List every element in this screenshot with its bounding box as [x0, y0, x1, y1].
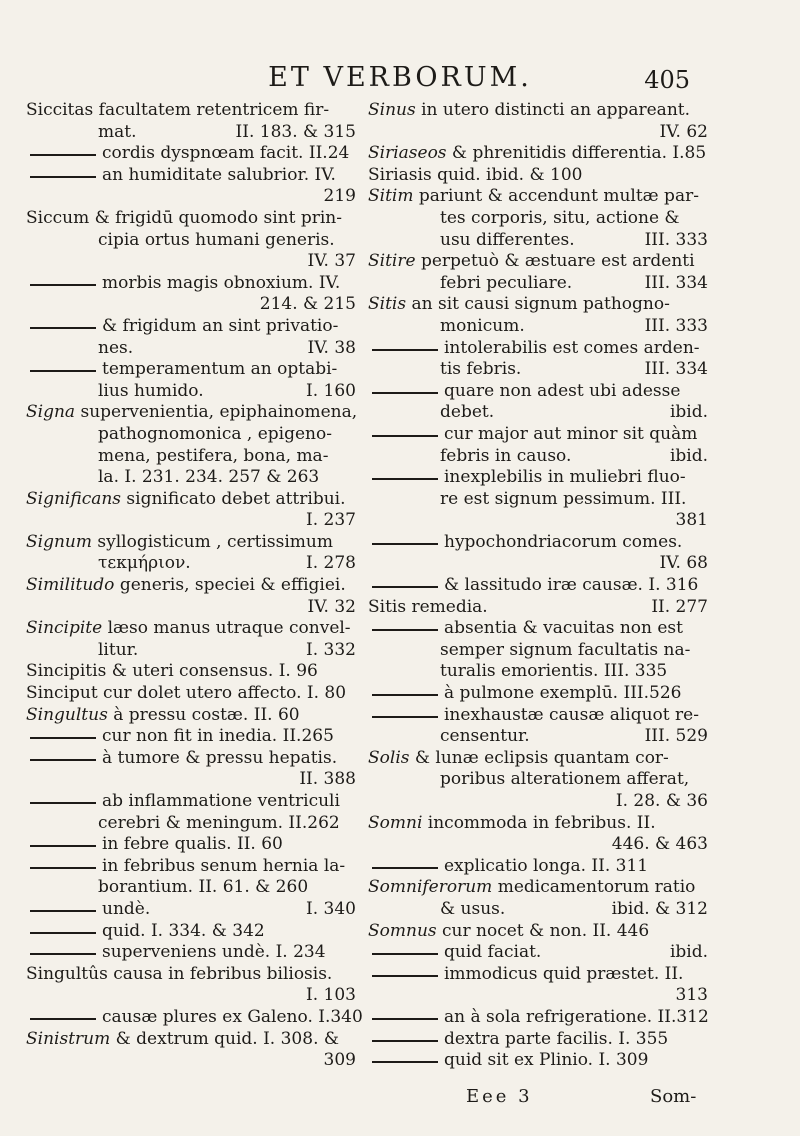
index-continuation	[368, 273, 708, 295]
index-continuation	[368, 985, 708, 1007]
ditto-rule	[30, 737, 96, 739]
index-entry	[26, 661, 356, 683]
entry-text: Sincipitis & uteri consensus. I. 96	[26, 661, 318, 682]
ditto-rule	[30, 1018, 96, 1020]
entry-text: intolerabilis est comes arden-	[444, 337, 700, 358]
index-continuation	[26, 381, 356, 403]
page-reference: 214. & 215	[259, 294, 356, 315]
page-reference: 309	[323, 1050, 356, 1071]
entry-text: τεκμήριον.	[98, 553, 191, 574]
index-continuation	[26, 769, 356, 791]
index-continuation	[26, 553, 356, 575]
ditto-rule	[372, 586, 438, 588]
page-reference: I. 278	[306, 553, 356, 574]
entry-text: cerebri & meningum. II.262	[98, 812, 340, 833]
index-entry	[368, 877, 708, 899]
page-reference: I. 332	[306, 639, 356, 660]
index-entry	[368, 597, 708, 619]
index-continuation	[26, 1050, 356, 1072]
entry-text: mat.	[98, 121, 137, 142]
entry-text: quid. I. 334. & 342	[102, 920, 265, 941]
entry-text: Somniferorum medicamentorum ratio	[368, 877, 696, 898]
entry-text: cordis dyspnœam facit. II.24	[102, 143, 350, 164]
entry-text: pathognomonica , epigeno-	[98, 423, 332, 444]
running-title: ET VERBORUM.	[268, 62, 532, 93]
entry-text: Siriaseos & phrenitidis differentia. I.85	[368, 143, 707, 164]
ditto-rule	[30, 953, 96, 955]
entry-text: ab inflammatione ventriculi	[102, 791, 340, 811]
entry-text: nes.	[98, 337, 134, 358]
index-entry	[368, 748, 708, 770]
entry-text: in febre qualis. II. 60	[102, 834, 283, 855]
entry-text: Signa supervenientia, epiphainomena,	[26, 402, 358, 423]
page-reference: I. 160	[306, 380, 356, 401]
index-entry	[26, 100, 356, 122]
entry-text: turalis emorientis. III. 335	[440, 661, 668, 682]
entry-text: quid sit ex Plinio. I. 309	[444, 1050, 649, 1071]
index-continuation	[26, 597, 356, 619]
entry-text: superveniens undè. I. 234	[102, 942, 326, 963]
entry-text: morbis magis obnoxium. IV.	[102, 272, 341, 293]
entry-text: Sitis an sit causi signum pathogno-	[368, 294, 670, 315]
index-continuation	[26, 985, 356, 1007]
page-reference: III. 529	[644, 726, 708, 747]
page-reference: IV. 38	[307, 337, 356, 358]
entry-text: absentia & vacuitas non est	[444, 618, 683, 639]
entry-text: cipia ortus humani generis.	[98, 229, 335, 250]
entry-text: Sincipite læso manus utraque convel-	[26, 618, 351, 639]
index-continuation	[26, 338, 356, 360]
index-entry	[26, 618, 356, 640]
index-continuation	[368, 791, 708, 813]
page-reference: III. 333	[644, 229, 708, 250]
index-entry	[26, 964, 356, 986]
entry-text: inexhaustæ causæ aliquot re-	[444, 704, 699, 725]
index-subentry	[26, 359, 356, 381]
signature-mark: Eee 3	[466, 1086, 533, 1107]
entry-text: Solis & lunæ eclipsis quantam cor-	[368, 747, 669, 768]
page-reference: 381	[675, 510, 708, 531]
ditto-rule	[30, 370, 96, 372]
page-footer	[0, 1086, 800, 1116]
entry-text: mena, pestifera, bona, ma-	[98, 445, 329, 466]
index-entry	[368, 165, 708, 187]
page-reference: II. 388	[299, 769, 356, 790]
index-subentry	[26, 165, 356, 187]
entry-text: & usus.	[440, 898, 506, 919]
entry-text: à tumore & pressu hepatis.	[102, 747, 338, 768]
index-continuation	[368, 726, 708, 748]
ditto-rule	[30, 845, 96, 847]
index-continuation	[368, 834, 708, 856]
index-continuation	[26, 640, 356, 662]
index-continuation	[368, 359, 708, 381]
ditto-rule	[30, 327, 96, 329]
index-subentry	[26, 273, 356, 295]
entry-text: litur.	[98, 639, 139, 660]
index-entry	[368, 813, 708, 835]
page-reference: I. 237	[306, 510, 356, 531]
index-subentry	[368, 1007, 708, 1029]
ditto-rule	[30, 154, 96, 156]
entry-text: quid faciat.	[444, 942, 542, 963]
page-reference: IV. 68	[659, 553, 708, 574]
index-subentry	[368, 338, 708, 360]
index-continuation	[26, 877, 356, 899]
index-continuation	[368, 402, 708, 424]
index-continuation	[368, 446, 708, 468]
index-subentry	[368, 1029, 708, 1051]
index-subentry	[26, 856, 356, 878]
index-entry	[26, 208, 356, 230]
entry-text: Sitim pariunt & accendunt multæ par-	[368, 186, 699, 207]
entry-text: Signum syllogisticum , certissimum	[26, 531, 333, 552]
index-continuation	[26, 467, 356, 489]
index-subentry	[368, 618, 708, 640]
index-subentry	[26, 921, 356, 943]
index-subentry	[26, 942, 356, 964]
entry-text: debet.	[440, 402, 495, 423]
index-subentry	[26, 316, 356, 338]
index-entry	[26, 489, 356, 511]
page-reference: ibid.	[669, 402, 708, 423]
index-subentry	[368, 575, 708, 597]
entry-text: & lassitudo iræ causæ. I. 316	[444, 575, 699, 596]
index-entry	[368, 921, 708, 943]
page-reference: I. 28. & 36	[615, 791, 708, 811]
page-reference: II. 183. & 315	[235, 121, 356, 142]
entry-text: Sinus in utero distincti an appareant.	[368, 100, 691, 120]
index-subentry	[368, 964, 708, 986]
index-subentry	[26, 726, 356, 748]
ditto-rule	[372, 392, 438, 394]
page-reference: II. 277	[651, 596, 708, 617]
entry-text: censentur.	[440, 726, 530, 747]
entry-text: lius humido.	[98, 380, 204, 401]
entry-text: poribus alterationem afferat,	[440, 769, 690, 790]
ditto-rule	[372, 1040, 438, 1042]
page-reference: 446. & 463	[611, 834, 708, 855]
index-entry	[26, 1029, 356, 1051]
index-subentry	[368, 942, 708, 964]
index-subentry	[368, 467, 708, 489]
entry-text: usu differentes.	[440, 229, 575, 250]
index-entry	[26, 532, 356, 554]
entry-text: & frigidum an sint privatio-	[102, 315, 339, 336]
index-entry	[368, 100, 708, 122]
entry-text: an à sola refrigeratione. II.312	[444, 1006, 709, 1027]
entry-text: Sitire perpetuò & æstuare est ardenti	[368, 251, 695, 272]
ditto-rule	[30, 284, 96, 286]
index-continuation	[26, 230, 356, 252]
entry-text: monicum.	[440, 315, 525, 336]
entry-text: explicatio longa. II. 311	[444, 855, 649, 876]
ditto-rule	[30, 176, 96, 178]
index-continuation	[26, 122, 356, 144]
index-subentry	[368, 856, 708, 878]
page-reference: I. 340	[306, 898, 356, 919]
entry-text: in febribus senum hernia la-	[102, 855, 346, 876]
entry-text: cur non fit in inedia. II.265	[102, 726, 334, 747]
ditto-rule	[372, 543, 438, 545]
ditto-rule	[372, 1018, 438, 1020]
index-continuation	[368, 553, 708, 575]
ditto-rule	[30, 932, 96, 934]
index-subentry	[368, 683, 708, 705]
entry-text: febris in causo.	[440, 445, 572, 466]
entry-text: Singultus à pressu costæ. II. 60	[26, 704, 300, 725]
page-reference: III. 333	[644, 315, 708, 336]
index-entry	[26, 705, 356, 727]
entry-text: temperamentum an optabi-	[102, 359, 338, 380]
index-subentry	[26, 1006, 363, 1029]
index-subentry	[368, 705, 708, 727]
entry-text: re est signum pessimum. III.	[440, 488, 687, 509]
index-continuation	[368, 230, 708, 252]
ditto-rule	[372, 694, 438, 696]
index-continuation	[26, 510, 356, 532]
entry-text: inexplebilis in muliebri fluo-	[444, 467, 686, 488]
entry-text: dextra parte facilis. I. 355	[444, 1028, 669, 1049]
page-reference: IV. 32	[307, 596, 356, 617]
index-continuation	[26, 446, 356, 468]
entry-text: Siccitas facultatem retentricem fir-	[26, 100, 330, 120]
entry-text: Somni incommoda in febribus. II.	[368, 812, 656, 833]
entry-text: undè.	[102, 898, 151, 919]
page-reference: III. 334	[644, 272, 708, 293]
index-continuation	[368, 899, 708, 921]
entry-text: borantium. II. 61. & 260	[98, 877, 309, 898]
index-entry	[368, 186, 708, 208]
ditto-rule	[30, 867, 96, 869]
index-subentry	[26, 834, 356, 856]
ditto-rule	[372, 1061, 438, 1063]
index-subentry	[368, 424, 708, 446]
page-reference: ibid. & 312	[611, 898, 708, 919]
entry-text: causæ plures ex Galeno. I.340	[102, 1006, 363, 1027]
page-reference: ibid.	[669, 445, 708, 466]
entry-text: Siccum & frigidū quomodo sint prin-	[26, 207, 342, 228]
entry-text: la. I. 231. 234. 257 & 263	[98, 467, 320, 488]
ditto-rule	[372, 435, 438, 437]
index-continuation	[26, 294, 356, 316]
entry-text: febri peculiare.	[440, 272, 573, 293]
index-continuation	[368, 640, 708, 662]
page-header	[0, 62, 800, 98]
index-subentry	[26, 899, 356, 921]
ditto-rule	[30, 802, 96, 804]
ditto-rule	[372, 953, 438, 955]
page-reference: IV. 62	[659, 121, 708, 142]
index-continuation	[368, 769, 708, 791]
ditto-rule	[372, 349, 438, 351]
entry-text: hypochondriacorum comes.	[444, 531, 683, 552]
page-reference: 313	[675, 985, 708, 1006]
left-index-column	[26, 100, 363, 1072]
index-continuation	[368, 316, 708, 338]
ditto-rule	[372, 867, 438, 869]
index-subentry	[26, 791, 356, 813]
index-subentry	[26, 748, 356, 770]
page-reference: I. 103	[306, 985, 356, 1006]
entry-text: Singultûs causa in febribus biliosis.	[26, 963, 333, 984]
index-continuation	[26, 251, 356, 273]
entry-text: Similitudo generis, speciei & effigiei.	[26, 575, 346, 596]
ditto-rule	[372, 975, 438, 977]
index-subentry	[368, 1050, 708, 1072]
index-subentry	[368, 532, 708, 554]
entry-text: Somnus cur nocet & non. II. 446	[368, 920, 650, 941]
index-entry	[368, 294, 708, 316]
index-subentry	[26, 143, 356, 165]
index-continuation	[26, 813, 356, 835]
index-subentry	[368, 381, 708, 403]
entry-text: Sitis remedia.	[368, 596, 488, 617]
ditto-rule	[372, 629, 438, 631]
entry-text: an humiditate salubrior. IV.	[102, 164, 336, 185]
entry-text: semper signum facultatis na-	[440, 639, 691, 660]
index-entry	[26, 683, 356, 705]
catchword: Som-	[650, 1086, 697, 1107]
page-reference: ibid.	[669, 942, 708, 963]
ditto-rule	[30, 910, 96, 912]
entry-text: Siriasis quid. ibid. & 100	[368, 164, 583, 185]
index-entry	[26, 575, 356, 597]
ditto-rule	[372, 478, 438, 480]
entry-text: cur major aut minor sit quàm	[444, 423, 698, 444]
entry-text: Sinciput cur dolet utero affecto. I. 80	[26, 683, 347, 704]
ditto-rule	[30, 759, 96, 761]
index-continuation	[368, 661, 708, 683]
page-reference: IV. 37	[307, 251, 356, 272]
index-continuation	[26, 186, 356, 208]
index-continuation	[368, 122, 708, 144]
index-continuation	[368, 510, 708, 532]
index-continuation	[26, 424, 356, 446]
index-entry	[26, 402, 356, 424]
index-continuation	[368, 208, 708, 230]
right-index-column	[368, 100, 708, 1072]
page-number: 405	[644, 66, 690, 94]
page-reference: III. 334	[644, 359, 708, 380]
index-continuation	[368, 489, 708, 511]
index-entry	[368, 143, 708, 165]
entry-text: Sinistrum & dextrum quid. I. 308. &	[26, 1028, 340, 1049]
entry-text: tis febris.	[440, 359, 522, 380]
index-entry	[368, 251, 708, 273]
entry-text: immodicus quid præstet. II.	[444, 963, 684, 984]
ditto-rule	[372, 716, 438, 718]
entry-text: tes corporis, situ, actione &	[440, 207, 680, 228]
entry-text: à pulmone exemplū. III.526	[444, 683, 682, 704]
entry-text: Significans significato debet attribui.	[26, 488, 346, 509]
page-reference: 219	[323, 186, 356, 207]
entry-text: quare non adest ubi adesse	[444, 380, 681, 401]
